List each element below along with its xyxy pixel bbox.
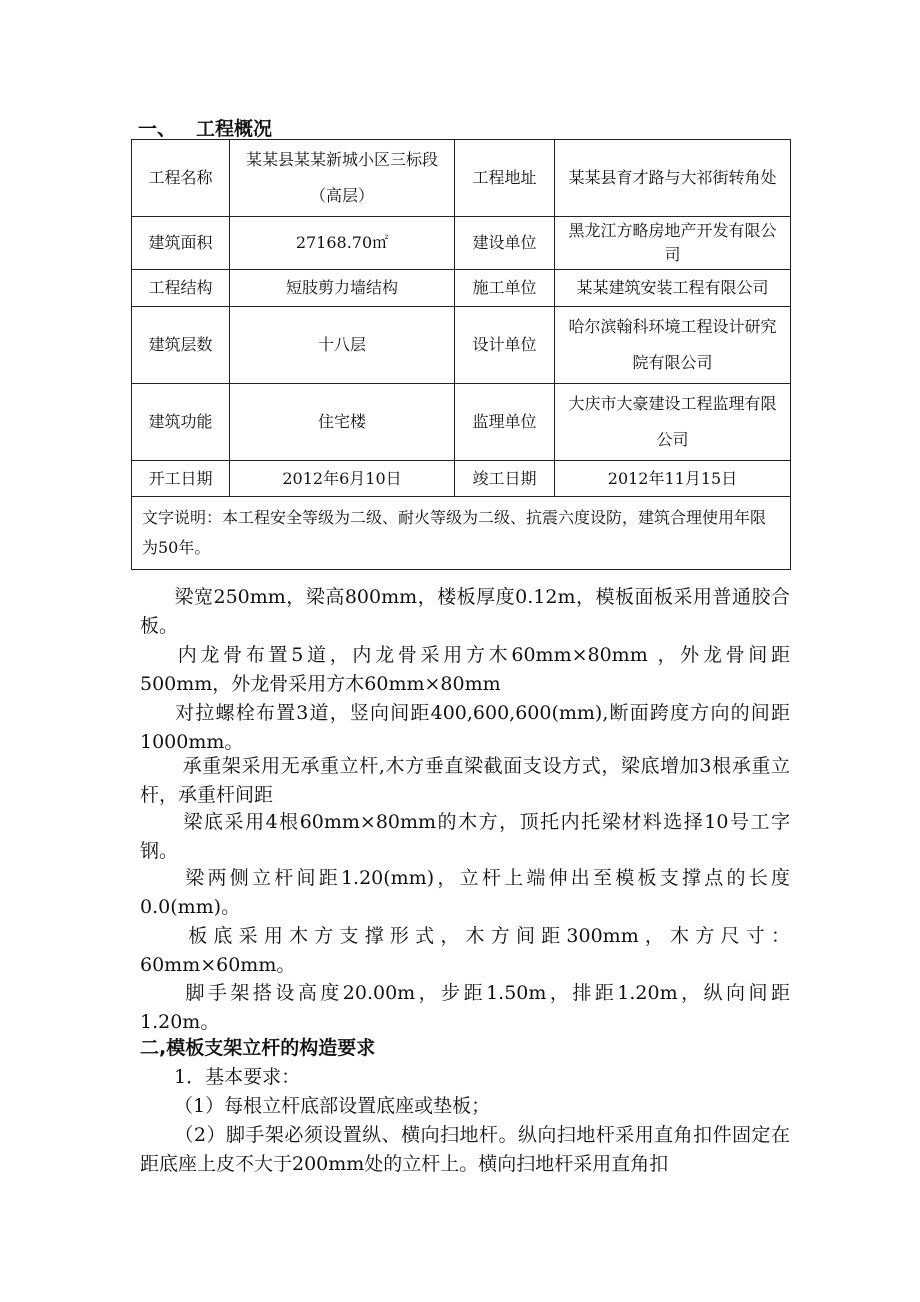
- list-item: [140, 1121, 790, 1179]
- label-cell: 竣工日期: [455, 461, 555, 497]
- paragraph: [140, 583, 790, 641]
- value-cell: 哈尔滨翰科环境工程设计研究院有限公司: [555, 307, 791, 384]
- section-2-heading: 二,模板支架立杆的构造要求: [140, 1037, 376, 1059]
- paragraph-text: 板底采用木方支撑形式，木方间距300mm，木方尺寸：60mm×60mm。: [140, 925, 790, 976]
- paragraph-text: 梁底采用4根60mm×80mm的木方，顶托内托梁材料选择10号工字钢。: [140, 811, 790, 862]
- table-row: [132, 384, 791, 461]
- paragraph: [140, 808, 790, 866]
- list-item: [140, 1092, 790, 1121]
- table-row: [132, 461, 791, 497]
- value-cell: 某某县育才路与大祁街转角处: [555, 140, 791, 217]
- paragraph-text: 内龙骨布置5道，内龙骨采用方木60mm×80mm ，外龙骨间距500mm，外龙骨采用方木60mm×80mm: [140, 644, 790, 695]
- value-cell: 某某县某某新城小区三标段（高层）: [230, 140, 455, 217]
- label-cell: 建筑层数: [132, 307, 230, 384]
- label-cell: 工程地址: [455, 140, 555, 217]
- paragraph-text: 梁两侧立杆间距1.20(mm)，立杆上端伸出至模板支撑点的长度0.0(mm)。: [140, 867, 790, 918]
- table-note-row: [132, 497, 791, 570]
- paragraph-text: 对拉螺栓布置3道，竖向间距400,600,600(mm),断面跨度方向的间距1000mm。: [140, 702, 790, 753]
- label-cell: 建设单位: [455, 217, 555, 270]
- value-cell: 2012年11月15日: [555, 461, 791, 497]
- table-row: [132, 270, 791, 307]
- table-row: [132, 307, 791, 384]
- list-item-text: （2）脚手架必须设置纵、横向扫地杆。纵向扫地杆采用直角扣件固定在距底座上皮不大于200mm处的立杆上。横向扫地杆采用直角扣: [140, 1124, 790, 1175]
- label-cell: 工程名称: [132, 140, 230, 217]
- label-cell: 开工日期: [132, 461, 230, 497]
- value-cell: 短肢剪力墙结构: [230, 270, 455, 307]
- value-cell: 2012年6月10日: [230, 461, 455, 497]
- label-cell: 监理单位: [455, 384, 555, 461]
- value-cell: 住宅楼: [230, 384, 455, 461]
- project-info-table: [131, 139, 791, 570]
- value-cell: 大庆市大豪建设工程监理有限公司: [555, 384, 791, 461]
- section-1-heading: [138, 114, 272, 141]
- paragraph: [140, 699, 790, 757]
- value-cell: 某某建筑安装工程有限公司: [555, 270, 791, 307]
- label-cell: 设计单位: [455, 307, 555, 384]
- value-cell: 十八层: [230, 307, 455, 384]
- table-row: [132, 217, 791, 270]
- label-cell: 工程结构: [132, 270, 230, 307]
- list-item: [140, 1063, 790, 1092]
- table-row: [132, 140, 791, 217]
- paragraph: [140, 641, 790, 699]
- paragraph-text: 脚手架搭设高度20.00m，步距1.50m，排距1.20m，纵向间距1.20m。: [140, 982, 790, 1033]
- paragraph: [140, 979, 790, 1037]
- label-cell: 建筑功能: [132, 384, 230, 461]
- paragraph: [140, 922, 790, 980]
- label-cell: 施工单位: [455, 270, 555, 307]
- paragraph-text: 承重架采用无承重立杆,木方垂直梁截面支设方式，梁底增加3根承重立杆，承重杆间距: [140, 755, 790, 806]
- list-item-text: （1）每根立杆底部设置底座或垫板；: [174, 1095, 491, 1117]
- label-cell: 建筑面积: [132, 217, 230, 270]
- table-note: 文字说明：本工程安全等级为二级、耐火等级为二级、抗震六度设防，建筑合理使用年限为50年。: [132, 497, 791, 570]
- section-1-number: 一、: [138, 118, 177, 140]
- paragraph-text: 梁宽250mm，梁高800mm，楼板厚度0.12m，模板面板采用普通胶合板。: [140, 586, 790, 637]
- value-cell: 黑龙江方略房地产开发有限公司: [555, 217, 791, 270]
- section-1-title: 工程概况: [196, 118, 273, 140]
- paragraph: [140, 864, 790, 922]
- list-item-text: 1．基本要求：: [174, 1066, 301, 1088]
- paragraph: [140, 752, 790, 810]
- value-cell: 27168.70㎡: [230, 217, 455, 270]
